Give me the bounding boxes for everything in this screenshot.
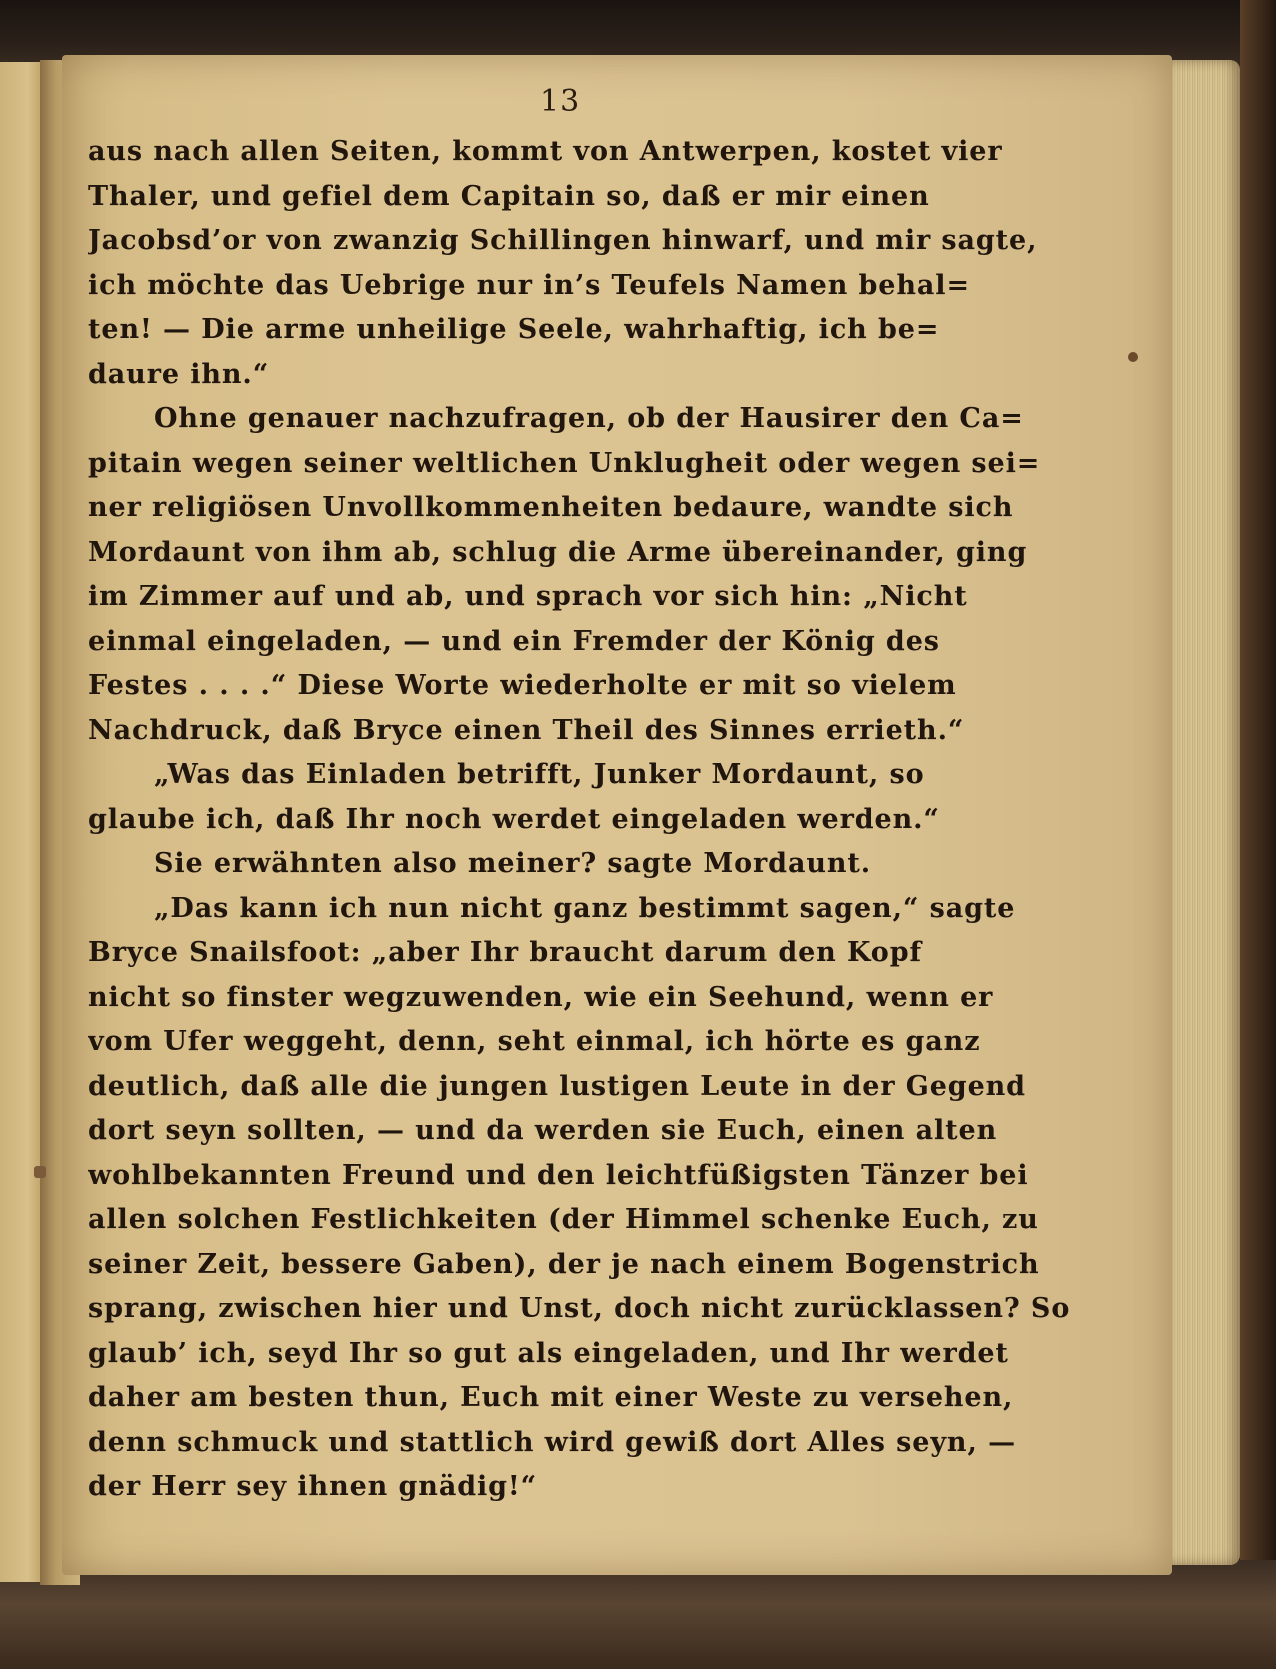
page-stain xyxy=(34,1166,46,1178)
text-line: ich möchte das Uebrige nur in’s Teufels Namen behal= xyxy=(88,269,970,301)
book-cover-bottom xyxy=(0,1560,1276,1669)
text-line: dort seyn sollten, — und da werden sie Euch, einen alten xyxy=(88,1115,998,1146)
page-stain xyxy=(1128,352,1138,362)
text-line: Sie erwähnten also meiner? sagte Mordaunt. xyxy=(154,848,872,879)
text-line: deutlich, daß alle die jungen lustigen Leute in der Gegend xyxy=(88,1070,1026,1102)
text-line: Nachdruck, daß Bryce einen Theil des Sinnes errieth.“ xyxy=(88,714,965,746)
text-line: pitain wegen seiner weltlichen Unklugheit oder wegen sei= xyxy=(88,447,1041,479)
text-line: „Was das Einladen betrifft, Junker Mordaunt, so xyxy=(154,759,925,790)
text-line: denn schmuck und stattlich wird gewiß dort Alles seyn, — xyxy=(88,1426,1016,1458)
text-line: ten! — Die arme unheilige Seele, wahrhaftig, ich be= xyxy=(88,314,940,345)
text-line: seiner Zeit, bessere Gaben), der je nach einem Bogenstrich xyxy=(88,1248,1040,1280)
text-line: wohlbekannten Freund und den leichtfüßigsten Tänzer bei xyxy=(88,1159,1029,1191)
text-line: Jacobsd’or von zwanzig Schillingen hinwarf, und mir sagte, xyxy=(88,225,1038,256)
page-block-edges xyxy=(1168,60,1240,1565)
text-line: Ohne genauer nachzufragen, ob der Hausirer den Ca= xyxy=(154,403,1024,434)
text-line: daure ihn.“ xyxy=(88,358,270,390)
text-line: glaub’ ich, seyd Ihr so gut als eingeladen, und Ihr werdet xyxy=(88,1337,1009,1369)
book-cover-right xyxy=(1240,0,1276,1669)
text-line: ner religiösen Unvollkommenheiten bedaure, wandte sich xyxy=(88,492,1014,523)
text-line: im Zimmer auf und ab, und sprach vor sich hin: „Nicht xyxy=(88,581,968,612)
text-line: daher am besten thun, Euch mit einer Weste zu versehen, xyxy=(88,1382,1014,1413)
text-line: allen solchen Festlichkeiten (der Himmel schenke Euch, zu xyxy=(88,1204,1039,1235)
text-line: sprang, zwischen hier und Unst, doch nicht zurücklassen? So xyxy=(88,1293,1071,1324)
text-line: Festes . . . .“ Diese Worte wiederholte er mit so vielem xyxy=(88,670,957,701)
text-line: nicht so finster wegzuwenden, wie ein Seehund, wenn er xyxy=(88,981,994,1013)
body-text xyxy=(88,130,1078,1510)
text-line: der Herr sey ihnen gnädig!“ xyxy=(88,1471,538,1502)
text-line: glaube ich, daß Ihr noch werdet eingeladen werden.“ xyxy=(88,803,940,835)
page-number: 13 xyxy=(540,84,581,119)
text-line: „Das kann ich nun nicht ganz bestimmt sagen,“ sagte xyxy=(154,892,1016,924)
text-line: Thaler, und gefiel dem Capitain so, daß er mir einen xyxy=(88,180,930,212)
text-line: vom Ufer weggeht, denn, seht einmal, ich hörte es ganz xyxy=(88,1026,981,1057)
text-line: Bryce Snailsfoot: „aber Ihr braucht darum den Kopf xyxy=(88,937,922,968)
text-line: Mordaunt von ihm ab, schlug die Arme übereinander, ging xyxy=(88,536,1028,568)
text-line: aus nach allen Seiten, kommt von Antwerpen, kostet vier xyxy=(88,136,1003,167)
text-line: einmal eingeladen, — und ein Fremder der König des xyxy=(88,625,940,657)
